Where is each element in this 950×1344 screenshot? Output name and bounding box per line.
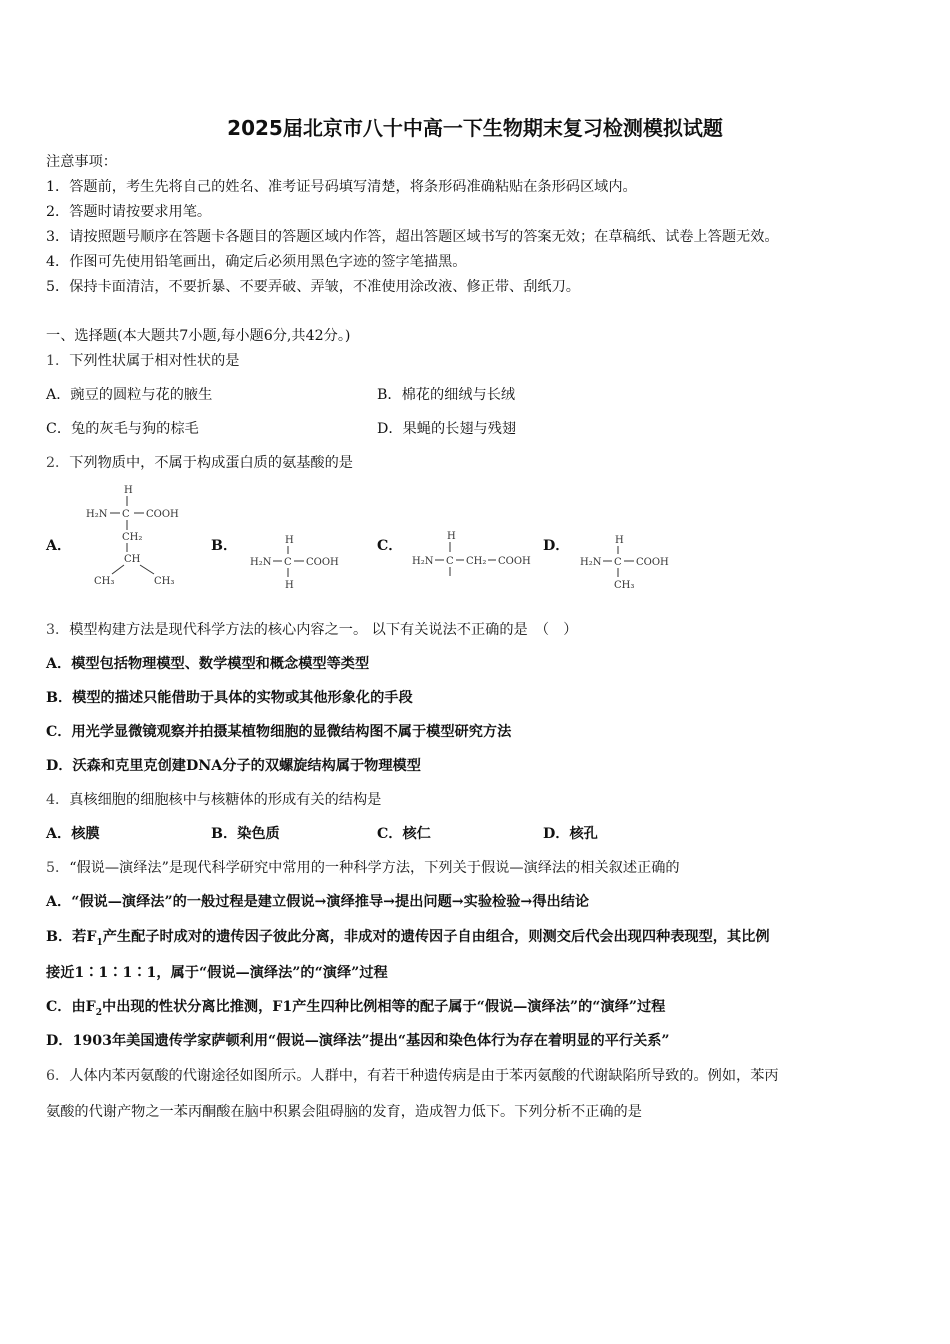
svg-text:H₂N: H₂N [412,556,434,567]
question-3 [46,620,577,640]
svg-text:H: H [447,531,456,542]
q5-option-b-cont: 接近1∶1∶1∶1，属于“假说—演绎法”的“演绎”过程 [46,965,388,981]
svg-text:COOH: COOH [636,557,669,568]
svg-text:CH₃: CH₃ [94,576,115,587]
question-stem: 模型构建方法是现代科学方法的核心内容之一。 以下有关说法不正确的是 （ ） [69,622,578,638]
question-stem: 人体内苯丙氨酸的代谢途径如图所示。人群中，有若干种遗传病是由于苯丙氨酸的代谢缺陷所导致的。例如，苯丙 [69,1068,779,1084]
svg-text:H: H [285,580,294,591]
svg-text:H: H [124,485,133,496]
svg-text:H: H [615,535,624,546]
structure-c-image [410,528,535,578]
q5-option-b [46,927,770,953]
notice-item: 4．作图可先使用铅笔画出，确定后必须用黑色字迹的签字笔描黑。 [46,254,467,270]
structure-d-image [578,532,678,592]
question-number: 4． [46,792,70,808]
notice-item: 3．请按照题号顺序在答题卡各题目的答题区域内作答，超出答题区域书写的答案无效；在草稿纸、试卷上答题无效。 [46,229,779,245]
q4-option-d: D．核孔 [543,826,598,842]
svg-text:H: H [285,535,294,546]
subscript: 1 [96,937,103,948]
question-stem: “假说—演绎法”是现代科学研究中常用的一种科学方法，下列关于假说—演绎法的相关叙述正确的 [69,860,680,876]
svg-text:C: C [614,557,622,568]
q5-option-b-text: 产生配子时成对的遗传因子彼此分离，非成对的遗传因子自由组合，则测交后代会出现四种表现型，其比例 [102,929,770,945]
notice-item: 1．答题前，考生先将自己的姓名、准考证号码填写清楚，将条形码准确粘贴在条形码区域内。 [46,179,637,195]
question-4 [46,790,381,810]
svg-text:CH₂: CH₂ [122,532,143,543]
q5-option-c-text: C．由F [46,999,96,1015]
q4-option-c: C．核仁 [377,826,431,842]
q3-option-d: D．沃森和克里克创建DNA分子的双螺旋结构属于物理模型 [46,758,421,774]
q1-option-d: D．果蝇的长翅与残翅 [377,421,517,437]
structure-a-image [84,480,194,590]
q2-option-c-label: C． [377,538,403,554]
question-stem: 真核细胞的细胞核中与核糖体的形成有关的结构是 [69,792,382,808]
q2-option-b-label: B． [211,538,238,554]
subscript: 2 [95,1007,103,1018]
q5-option-c-text: 中出现的性状分离比推测，F1产生四种比例相等的配子属于“假说—演绎法”的“演绎”过程 [102,999,666,1015]
question-6 [46,1066,779,1086]
q1-option-a: A．豌豆的圆粒与花的腋生 [46,387,213,403]
question-5 [46,858,680,878]
q5-option-a: A．“假说—演绎法”的一般过程是建立假说→演绎推导→提出问题→实验检验→得出结论 [46,894,590,910]
q3-option-c: C．用光学显微镜观察并拍摄某植物细胞的显微结构图不属于模型研究方法 [46,724,512,740]
q3-option-b: B．模型的描述只能借助于具体的实物或其他形象化的手段 [46,690,413,706]
page-title: 2025届北京市八十中高一下生物期末复习检测模拟试题 [227,116,723,140]
q2-option-d-label: D． [543,538,570,554]
svg-text:C: C [122,509,130,520]
q4-option-a: A．核膜 [46,826,100,842]
section-heading: 一、选择题(本大题共7小题,每小题6分,共42分。) [46,328,351,344]
q5-option-c [46,997,665,1023]
svg-text:C: C [446,556,454,567]
q1-option-b: B．棉花的细绒与长绒 [377,387,516,403]
svg-text:H₂N: H₂N [580,557,602,568]
structure-b-image [248,532,348,592]
question-stem: 下列性状属于相对性状的是 [69,353,240,369]
question-number: 5． [46,860,70,876]
question-number: 3． [46,622,70,638]
svg-text:COOH: COOH [498,556,531,567]
q3-option-a: A．模型包括物理模型、数学模型和概念模型等类型 [46,656,370,672]
q2-option-a-label: A． [46,538,72,554]
question-number: 2． [46,455,70,471]
question-number: 1． [46,353,70,369]
question-6-cont: 氨酸的代谢产物之一苯丙酮酸在脑中积累会阻碍脑的发育，造成智力低下。下列分析不正确的是 [46,1104,642,1120]
svg-text:CH: CH [124,554,141,565]
notice-item: 5．保持卡面清洁，不要折暴、不要弄破、弄皱，不准使用涂改液、修正带、刮纸刀。 [46,279,580,295]
svg-text:CH₃: CH₃ [154,576,175,587]
notice-heading: 注意事项： [46,154,117,170]
svg-text:CH₃: CH₃ [614,580,635,591]
svg-text:H₂N: H₂N [250,557,272,568]
q4-option-b: B．染色质 [211,826,280,842]
q1-option-c: C．兔的灰毛与狗的棕毛 [46,421,199,437]
svg-text:CH₂: CH₂ [466,556,487,567]
q5-option-b-text: B．若F [46,929,97,945]
svg-text:C: C [284,557,292,568]
svg-text:COOH: COOH [306,557,339,568]
svg-text:H₂N: H₂N [86,509,108,520]
notice-item: 2．答题时请按要求用笔。 [46,204,212,220]
q5-option-d: D．1903年美国遗传学家萨顿利用“假说—演绎法”提出“基因和染色体行为存在着明显的平行关系” [46,1033,670,1049]
question-1 [46,351,239,371]
question-stem: 下列物质中，不属于构成蛋白质的氨基酸的是 [69,455,353,471]
question-2 [46,453,353,473]
question-number: 6． [46,1068,70,1084]
svg-text:COOH: COOH [146,509,179,520]
